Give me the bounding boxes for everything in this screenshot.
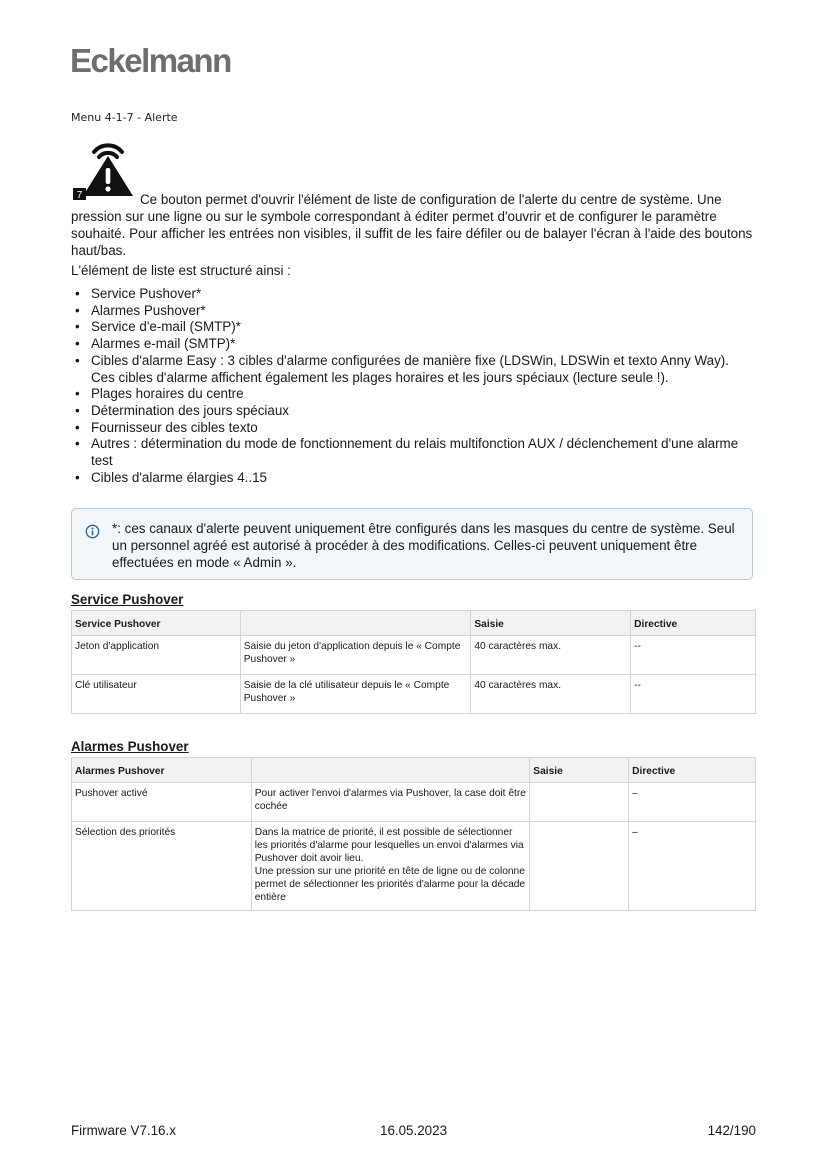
column-header: Directive	[631, 611, 756, 636]
table-cell: --	[631, 636, 756, 675]
cell-extra-text: Une pression sur une priorité en tête de ligne ou de colonne permet de sélectionner les priorités d'alarme pour la décade entière	[254, 866, 526, 903]
column-header: Saisie	[471, 611, 631, 636]
table-cell: Jeton d'application	[72, 636, 241, 675]
list-item: • Service d'e-mail (SMTP)*	[71, 319, 757, 336]
table-cell: –	[629, 822, 756, 911]
table-cell: Saisie du jeton d'application depuis le « Compte Pushover »	[240, 636, 471, 675]
footer-firmware: Firmware V7.16.x	[71, 1123, 176, 1138]
config-list	[71, 286, 757, 486]
column-header: Saisie	[530, 758, 629, 783]
column-header: Service Pushover	[72, 611, 241, 636]
table-cell	[530, 783, 629, 822]
table-row	[72, 636, 756, 675]
service-pushover-table	[71, 610, 756, 714]
footer-date: 16.05.2023	[380, 1123, 448, 1138]
table-cell: Clé utilisateur	[72, 675, 241, 714]
structure-label: L'élément de liste est structuré ainsi :	[71, 263, 291, 278]
table-cell: –	[629, 783, 756, 822]
alarmes-pushover-table	[71, 757, 756, 911]
table-row	[72, 822, 756, 911]
column-header	[251, 758, 530, 783]
table-cell: 40 caractères max.	[471, 636, 631, 675]
eckelmann-logo: Eckelmann	[70, 42, 231, 79]
footer-page-number: 142/190	[707, 1123, 756, 1138]
table-cell: 40 caractères max.	[471, 675, 631, 714]
intro-paragraph: Ce bouton permet d'ouvrir l'élément de liste de configuration de l'alerte du centre de système. Une pression sur une ligne ou sur le symbole correspondant à éditer permet d'ouvrir et de configurer le paramètre souhaité. Pour afficher les entrées non visibles, il suffit de les faire défiler ou de balayer l'écran à l'aide des boutons haut/bas.	[71, 192, 753, 258]
list-item: • Alarmes e-mail (SMTP)*	[71, 336, 757, 353]
table-cell: --	[631, 675, 756, 714]
list-item: • Détermination des jours spéciaux	[71, 403, 757, 420]
column-header: Alarmes Pushover	[72, 758, 252, 783]
table-row	[72, 675, 756, 714]
list-item-continuation: Ces cibles d'alarme affichent également les plages horaires et les jours spéciaux (lecture seule !).	[91, 369, 669, 385]
table-cell: Pour activer l'envoi d'alarmes via Pushover, la case doit être cochée	[251, 783, 530, 822]
column-header: Directive	[629, 758, 756, 783]
menu-title: Menu 4-1-7 - Alerte	[71, 111, 178, 124]
note-text: *: ces canaux d'alerte peuvent uniquement être configurés dans les masques du centre de système. Seul un personnel agréé est autorisé à procéder à des modifications. Celles-ci peuvent uniquement être effectuées en mode « Admin ».	[112, 521, 735, 570]
table-cell	[530, 822, 629, 911]
icon-badge: 7	[76, 190, 83, 200]
table-cell: Dans la matrice de priorité, il est possible de sélectionner les priorités d'alarme pour lesquelles un envoi d'alarmes via Pushover doit avoir lieu. Une pression sur une priorité en tête de ligne ou de colonne permet de sélectionner les priorités d'alarme pour la décade entière	[251, 822, 530, 911]
list-item: • Alarmes Pushover*	[71, 303, 757, 320]
table-header-row	[72, 611, 756, 636]
section-title-service-pushover: Service Pushover	[71, 592, 184, 607]
table-cell: Sélection des priorités	[72, 822, 252, 911]
table-cell: Saisie de la clé utilisateur depuis le « Compte Pushover »	[240, 675, 471, 714]
list-item: • Autres : détermination du mode de fonctionnement du relais multifonction AUX / déclenchement d'une alarme test	[71, 436, 757, 469]
table-cell: Pushover activé	[72, 783, 252, 822]
info-note	[71, 508, 753, 580]
list-item: • Service Pushover*	[71, 286, 757, 303]
section-title-alarmes-pushover: Alarmes Pushover	[71, 739, 189, 754]
list-item: • Cibles d'alarme Easy : 3 cibles d'alarme configurées de manière fixe (LDSWin, LDSWin et texto Anny Way). Ces cibles d'alarme affichent également les plages horaires et les jours spéciaux (lecture seule !).	[71, 353, 757, 386]
list-item: • Cibles d'alarme élargies 4..15	[71, 470, 757, 487]
table-header-row	[72, 758, 756, 783]
info-icon	[85, 524, 100, 539]
list-item: • Plages horaires du centre	[71, 386, 757, 403]
table-row	[72, 783, 756, 822]
column-header	[240, 611, 471, 636]
list-item: • Fournisseur des cibles texto	[71, 420, 757, 437]
